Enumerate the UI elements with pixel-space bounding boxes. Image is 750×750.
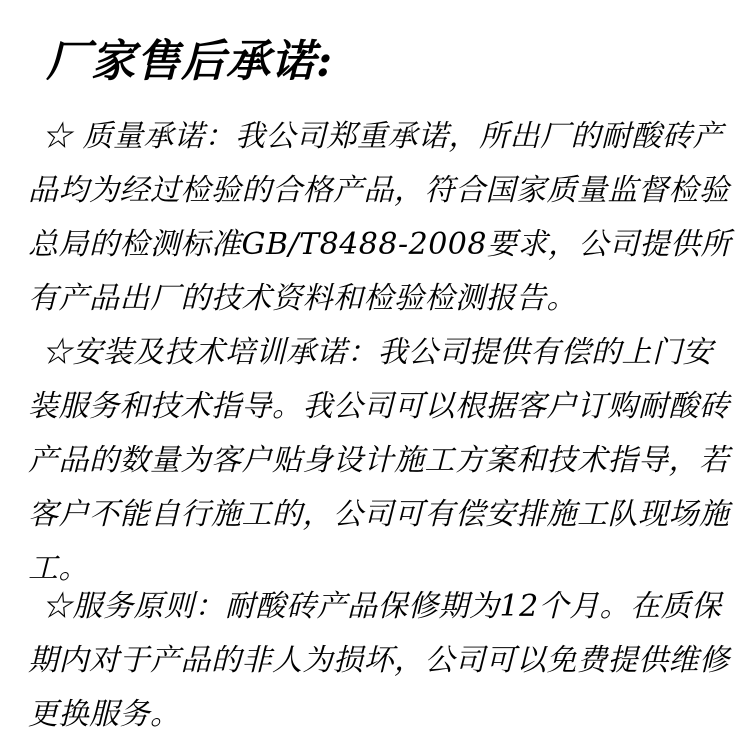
paragraph-service-principle: ☆服务原则：耐酸砖产品保修期为12个月。在质保期内对于产品的非人为损坏，公司可以免费提供维修更换服务。 (28, 589, 730, 732)
document-title: 厂家售后承诺: (46, 36, 334, 87)
paragraph-quality-promise: ☆ 质量承诺：我公司郑重承诺，所出厂的耐酸砖产品均为经过检验的合格产品，符合国家质量监督检验总局的检测标准GB/T8488-2008要求，公司提供所有产品出厂的技术资料和检验检测报告。 (28, 119, 731, 316)
paragraph-installation-training-promise: ☆安装及技术培训承诺：我公司提供有偿的上门安装服务和技术指导。我公司可以根据客户订购耐酸砖产品的数量为客户贴身设计施工方案和技术指导，若客户不能自行施工的，公司可有偿安排施工队现场施工。 (28, 335, 730, 586)
